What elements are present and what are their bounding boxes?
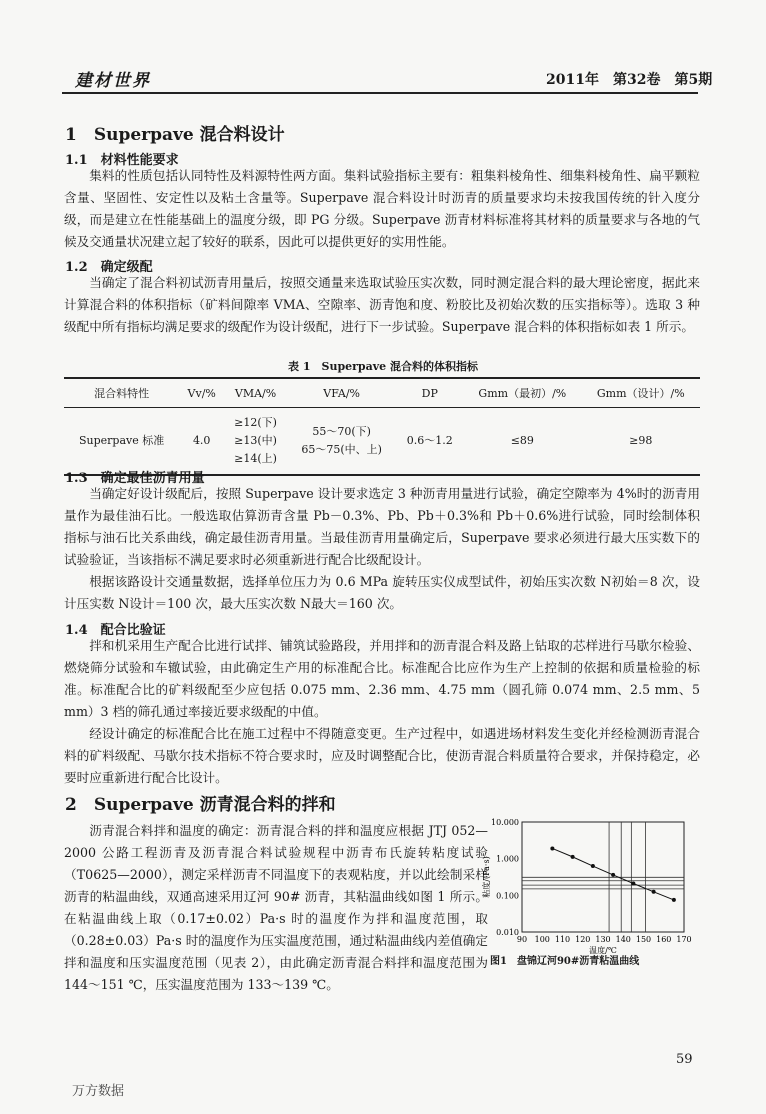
section-1-4-title: 1.4 配合比验证 — [65, 623, 166, 638]
viscosity-chart — [480, 812, 710, 972]
section-1-3-title: 1.3 确定最佳沥青用量 — [65, 471, 205, 486]
table-1-caption: 表 1 Superpave 混合料的体积指标 — [288, 360, 478, 373]
data-point — [591, 864, 595, 868]
paragraph: 根据该路设计交通量数据，选择单位压力为 0.6 MPa 旋转压实仪成型试件，初始压实次数 N初始＝8 次，设计压实数 N设计＝100 次，最大压实次数 N最大＝160 次。 — [64, 574, 700, 611]
section-1-3-body — [64, 483, 700, 615]
table-cell: 4.0 — [179, 408, 224, 476]
y-tick-label: 10.000 — [491, 818, 519, 827]
header-cell: DP — [396, 378, 463, 408]
paragraph: 集料的性质包括认同特性及料源特性两方面。集料试验指标主要有：粗集料棱角性、细集料棱角性、扁平颗粒含量、坚固性、安定性以及粘土含量等。Superpave 混合料设计时沥青的质量要求均未按我国传统的针入度分级，而是建立在性能基础上的温度分级，即 PG 分级。Superpave 沥青材料标准将其材料的质量要求与各地的气候及交通量状况建立起了较好的联系，因此可以提供更好的实用性能。 — [64, 168, 700, 249]
table-cell: Superpave 标准 — [64, 408, 179, 476]
viscosity-figure — [480, 812, 710, 972]
paragraph: 拌和机采用生产配合比进行试拌、铺筑试验路段，并用拌和的沥青混合料及路上钻取的芯样进行马歇尔检验、燃烧筛分试验和车辙试验，由此确定生产用的标准配合比。标准配合比应作为生产上控制的依据和质量检验的标准。标准配合比的矿料级配至少应包括 0.075 mm、2.36 mm、4.75 mm（圆孔筛 0.074 mm、2.5 mm、5 mm）3 档的筛孔通过率接近要求级配的中值。 — [64, 638, 700, 719]
x-axis-label: 温度/℃ — [589, 946, 617, 955]
table-1 — [64, 377, 700, 476]
cell-line: ≥13(中) — [234, 434, 277, 447]
section-1-4-body — [64, 635, 700, 789]
data-point — [550, 846, 554, 850]
table-cell: ≥98 — [582, 408, 700, 476]
data-point — [631, 882, 635, 886]
paragraph: 经设计确定的标准配合比在施工过程中不得随意变更。生产过程中，如遇进场材料发生变化并经检测沥青混合料的矿料级配、马歇尔技术指标不符合要求时，应及时调整配合比，使沥青混合料质量符合要求，并保持稳定，必要时应重新进行配合比设计。 — [64, 726, 700, 785]
journal-name: 建材世界 — [75, 71, 151, 91]
section-2-title: 2 Superpave 沥青混合料的拌和 — [65, 795, 336, 815]
paragraph: 当确定好设计级配后，按照 Superpave 设计要求选定 3 种沥青用量进行试验，确定空隙率为 4%时的沥青用量作为最佳油石比。一般选取估算沥青含量 Pb－0.3%、Pb、Pb＋0.3%和 Pb＋0.6%进行试验，同时绘制体积指标与油石比关系曲线，确定最佳沥青用量。当最佳沥青用量确定后，Superpave 要求必须进行最大压实数下的试验验证，当该指标不满足要求时必须重新进行配合比级配设计。 — [64, 486, 700, 567]
x-tick-label: 150 — [635, 935, 652, 944]
data-point — [652, 890, 656, 894]
section-1-1-title: 1.1 材料性能要求 — [65, 153, 179, 168]
figure-1-caption: 图1 盘锦辽河90#沥青粘温曲线 — [490, 956, 640, 967]
watermark: 万方数据 — [72, 1084, 125, 1099]
x-tick-label: 90 — [516, 935, 528, 944]
x-tick-label: 110 — [554, 935, 571, 944]
data-point — [672, 898, 676, 902]
paragraph: 当确定了混合料初试沥青用量后，按照交通量来选取试验压实次数，同时测定混合料的最大理论密度，据此来计算混合料的体积指标（矿料间隙率 VMA、空隙率、沥青饱和度、粉胶比及初始次数的压实指标等）。选取 3 种级配中所有指标均满足要求的级配作为设计级配，进行下一步试验。Superpave 混合料的体积指标如表 1 所示。 — [64, 275, 700, 334]
cell-line: ≥12(下) — [234, 416, 277, 429]
header-cell: Vv/% — [179, 378, 224, 408]
cell-line: 55～70(下) — [312, 425, 371, 438]
table-cell-vfa — [287, 408, 396, 476]
section-2-body — [64, 820, 488, 996]
data-point — [571, 855, 575, 859]
section-1-2-body — [64, 272, 700, 338]
table-row — [64, 408, 700, 476]
data-point — [611, 873, 615, 877]
section-1-title: 1 Superpave 混合料设计 — [65, 125, 285, 145]
header-rule — [62, 92, 698, 94]
section-1-1-body — [64, 165, 700, 253]
x-tick-label: 140 — [615, 935, 631, 944]
table-cell: 0.6～1.2 — [396, 408, 463, 476]
cell-line: 65～75(中、上) — [301, 443, 382, 456]
section-1-2-title: 1.2 确定级配 — [65, 260, 153, 275]
cell-line: ≥14(上) — [234, 452, 277, 465]
table-cell-vma — [224, 408, 287, 476]
page-number: 59 — [676, 1052, 693, 1067]
x-tick-label: 100 — [534, 935, 550, 944]
y-tick-label: 1.000 — [496, 854, 519, 864]
header-cell: VMA/% — [224, 378, 287, 408]
paragraph: 沥青混合料拌和温度的确定：沥青混合料的拌和温度应根据 JTJ 052—2000 公路工程沥青及沥青混合料试验规程中沥青布氏旋转粘度试验（T0625—2000），测定采样沥青不同温度下的表观粘度，并以此绘制采样沥青的粘温曲线，双通高速采用辽河 90# 沥青，其粘温曲线如图 1 所示。在粘温曲线上取（0.17±0.02）Pa·s 时的温度作为拌和温度范围，取（0.28±0.03）Pa·s 时的温度作为压实温度范围，通过粘温曲线内差值确定拌和温度和压实温度范围（见表 2），由此确定沥青混合料拌和温度范围为 144～151 ℃，压实温度范围为 133～139 ℃。 — [64, 823, 488, 992]
x-tick-label: 130 — [595, 935, 611, 944]
y-tick-label: 0.100 — [496, 891, 519, 901]
header-cell: Gmm（最初）/% — [463, 378, 581, 408]
y-axis-label: 粘度/(Pa·s) — [482, 856, 491, 898]
table-header-row — [64, 378, 700, 408]
header-cell: VFA/% — [287, 378, 396, 408]
y-tick-label: 0.010 — [496, 928, 519, 937]
issue-info: 2011年 第32卷 第5期 — [546, 72, 713, 88]
x-tick-label: 120 — [575, 935, 591, 944]
table-cell: ≤89 — [463, 408, 581, 476]
header-cell: Gmm（设计）/% — [582, 378, 700, 408]
x-tick-label: 160 — [656, 935, 672, 944]
x-tick-label: 170 — [676, 935, 692, 944]
header-cell: 混合料特性 — [64, 378, 179, 408]
